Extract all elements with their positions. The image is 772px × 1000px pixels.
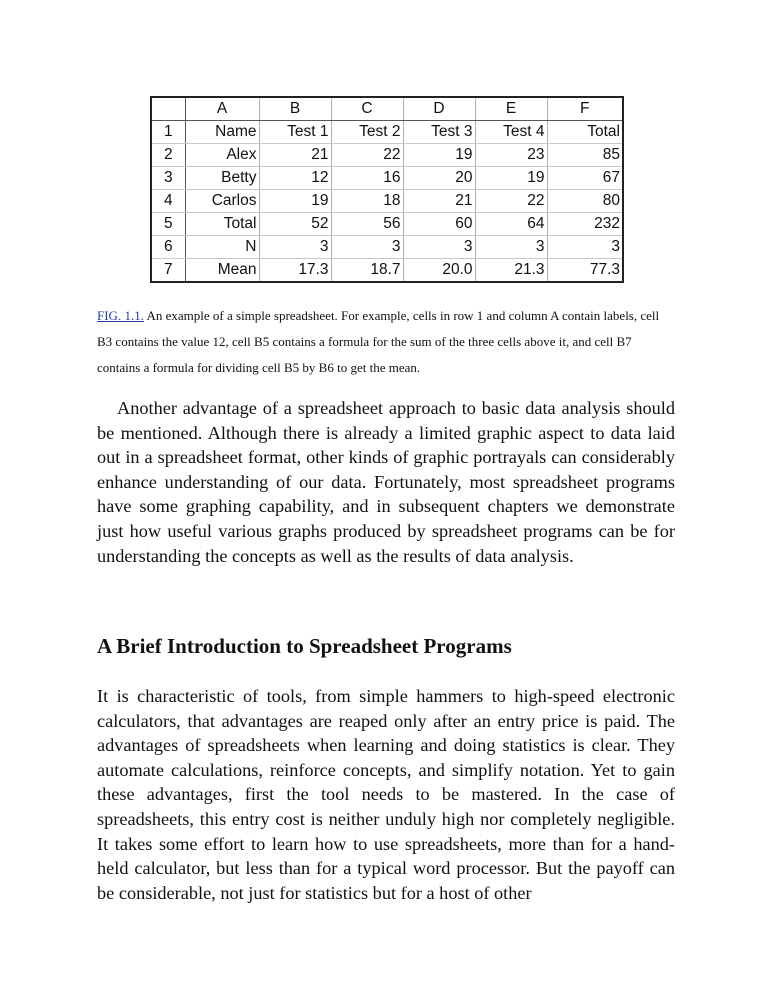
column-header-e: E (475, 97, 547, 121)
spreadsheet-table (150, 96, 624, 283)
table-cell: 16 (331, 167, 403, 190)
table-cell: Total (547, 121, 623, 144)
row-header: 1 (151, 121, 185, 144)
table-row (151, 190, 623, 213)
table-cell: 67 (547, 167, 623, 190)
table-cell: 21.3 (475, 259, 547, 283)
table-cell: 232 (547, 213, 623, 236)
figure-caption (97, 303, 677, 381)
row-header: 3 (151, 167, 185, 190)
table-cell: Test 1 (259, 121, 331, 144)
table-cell: 3 (331, 236, 403, 259)
table-cell: 19 (259, 190, 331, 213)
table-cell: 18.7 (331, 259, 403, 283)
table-cell: 3 (475, 236, 547, 259)
row-header: 5 (151, 213, 185, 236)
column-header-b: B (259, 97, 331, 121)
table-cell: Betty (185, 167, 259, 190)
body-paragraph-2: It is characteristic of tools, from simple hammers to high-speed electronic calculators, that advantages are reaped only after an entry price is paid. The advantages of spreadsheets when learning and doing statistics is clear. They automate calculations, reinforce concepts, and simplify notation. Yet to gain these advantages, first the tool needs to be mastered. In the case of spreadsheets, this entry cost is neither unduly high nor completely negligible. It takes some effort to learn how to use spreadsheets, more than for a hand-held calculator, but less than for a typical word processor. But the payoff can be considerable, not just for statistics but for a host of other (97, 686, 675, 903)
table-cell: 20.0 (403, 259, 475, 283)
table-cell: N (185, 236, 259, 259)
table-cell: 3 (259, 236, 331, 259)
column-header-row (151, 97, 623, 121)
row-header: 7 (151, 259, 185, 283)
table-cell: 22 (475, 190, 547, 213)
table-row (151, 144, 623, 167)
row-header: 6 (151, 236, 185, 259)
table-cell: 12 (259, 167, 331, 190)
column-header-d: D (403, 97, 475, 121)
corner-cell (151, 97, 185, 121)
table-cell: Mean (185, 259, 259, 283)
table-cell: 52 (259, 213, 331, 236)
table-cell: 85 (547, 144, 623, 167)
figure-label-link[interactable]: FIG. 1.1. (97, 308, 144, 323)
table-cell: 22 (331, 144, 403, 167)
table-cell: Test 4 (475, 121, 547, 144)
table-cell: 77.3 (547, 259, 623, 283)
table-cell: 3 (547, 236, 623, 259)
table-row (151, 236, 623, 259)
column-header-c: C (331, 97, 403, 121)
spreadsheet-figure (150, 96, 622, 283)
table-cell: 21 (259, 144, 331, 167)
table-cell: 18 (331, 190, 403, 213)
row-header: 2 (151, 144, 185, 167)
table-cell: 80 (547, 190, 623, 213)
table-cell: 20 (403, 167, 475, 190)
table-cell: 21 (403, 190, 475, 213)
table-cell: 19 (475, 167, 547, 190)
table-cell: 60 (403, 213, 475, 236)
table-row (151, 167, 623, 190)
table-cell: Name (185, 121, 259, 144)
column-header-a: A (185, 97, 259, 121)
table-cell: Test 2 (331, 121, 403, 144)
table-cell: Total (185, 213, 259, 236)
table-cell: Test 3 (403, 121, 475, 144)
table-cell: 23 (475, 144, 547, 167)
table-cell: 19 (403, 144, 475, 167)
table-cell: 17.3 (259, 259, 331, 283)
table-cell: Alex (185, 144, 259, 167)
column-header-f: F (547, 97, 623, 121)
table-cell: 3 (403, 236, 475, 259)
table-cell: Carlos (185, 190, 259, 213)
caption-text: An example of a simple spreadsheet. For example, cells in row 1 and column A contain labels, cell B3 contains the value 12, cell B5 contains a formula for the sum of the three cells above it, and cell B7 contains a formula for dividing cell B5 by B6 to get the mean. (97, 308, 660, 375)
table-cell: 64 (475, 213, 547, 236)
table-row (151, 259, 623, 283)
row-header: 4 (151, 190, 185, 213)
table-cell: 56 (331, 213, 403, 236)
section-heading: A Brief Introduction to Spreadsheet Programs (97, 634, 512, 658)
body-paragraph-1: Another advantage of a spreadsheet approach to basic data analysis should be mentioned. Although there is already a limited graphic aspect to data laid out in a spreadsheet format, other kinds of graphic portrayals can considerably enhance understanding of our data. Fortunately, most spreadsheet programs have some graphing capability, and in subsequent chapters we demonstrate just how useful various graphs produced by spreadsheet programs can be for understanding the concepts as well as the results of data analysis. (97, 398, 675, 566)
table-row (151, 213, 623, 236)
table-row (151, 121, 623, 144)
